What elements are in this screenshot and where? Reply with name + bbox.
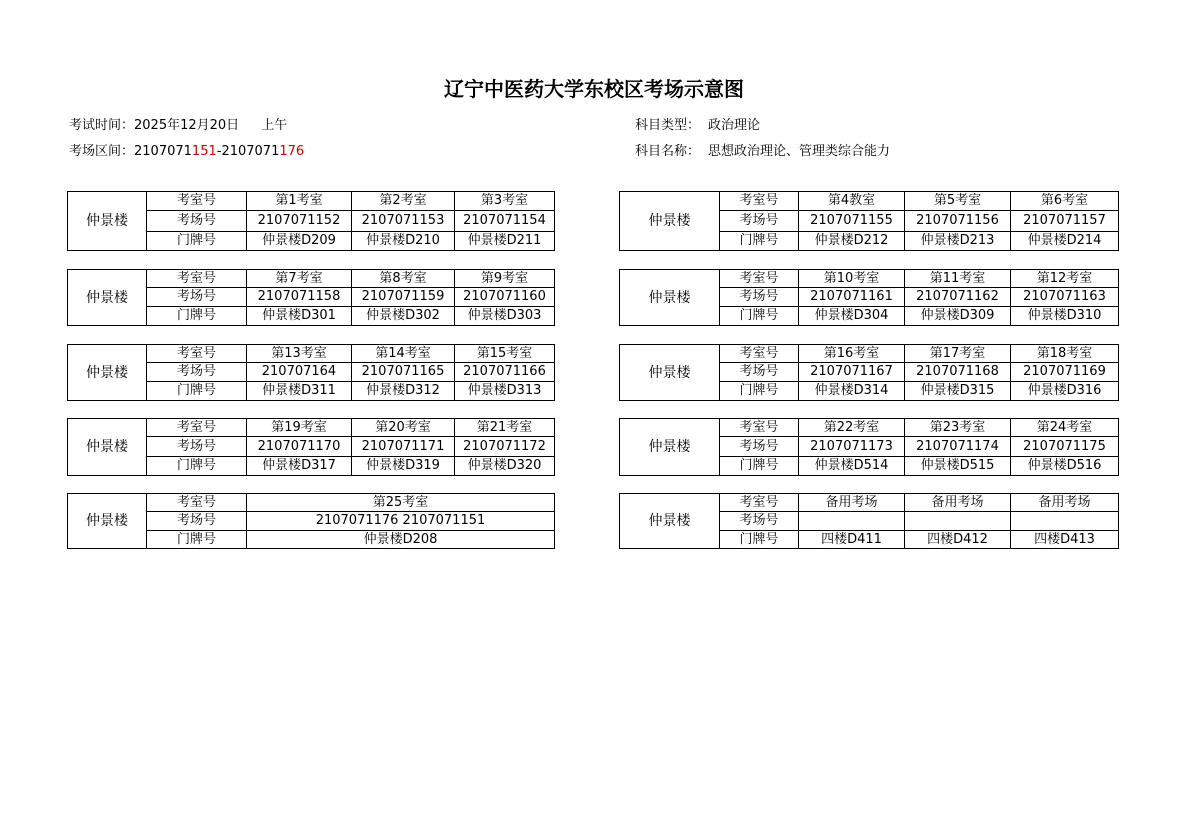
room-name: 第8考室 bbox=[352, 270, 455, 288]
range-dash: - bbox=[216, 144, 222, 159]
exam-id-row-label: 考场号 bbox=[720, 288, 799, 307]
room-name: 第23考室 bbox=[905, 419, 1011, 437]
exam-id: 210707164 bbox=[247, 363, 352, 382]
exam-id-row-label: 考场号 bbox=[720, 211, 799, 232]
room-name: 第19考室 bbox=[247, 419, 352, 437]
door-number: 仲景楼D310 bbox=[1011, 307, 1119, 326]
room-block-7 bbox=[67, 418, 555, 476]
door-number: 仲景楼D210 bbox=[352, 232, 455, 251]
exam-id: 2107071165 bbox=[352, 363, 455, 382]
door-number: 仲景楼D316 bbox=[1011, 382, 1119, 401]
room-name: 第12考室 bbox=[1011, 270, 1119, 288]
exam-id: 2107071163 bbox=[1011, 288, 1119, 307]
door-row-label: 门牌号 bbox=[720, 382, 799, 401]
door-number: 仲景楼D313 bbox=[455, 382, 555, 401]
exam-id-row-label: 考场号 bbox=[720, 363, 799, 382]
exam-id: 2107071153 bbox=[352, 211, 455, 232]
door-number: 仲景楼D209 bbox=[247, 232, 352, 251]
room-row-label: 考室号 bbox=[720, 270, 799, 288]
exam-id-row-label: 考场号 bbox=[147, 363, 247, 382]
room-name: 第3考室 bbox=[455, 192, 555, 211]
page-title: 辽宁中医药大学东校区考场示意图 bbox=[444, 77, 744, 101]
exam-id: 2107071160 bbox=[455, 288, 555, 307]
room-name: 第1考室 bbox=[247, 192, 352, 211]
door-number: 仲景楼D320 bbox=[455, 457, 555, 476]
door-row-label: 门牌号 bbox=[147, 232, 247, 251]
room-block-2 bbox=[619, 191, 1119, 251]
exam-id: 2107071158 bbox=[247, 288, 352, 307]
building-label: 仲景楼 bbox=[620, 419, 720, 476]
exam-id-row-label: 考场号 bbox=[147, 288, 247, 307]
building-label: 仲景楼 bbox=[620, 345, 720, 401]
room-row-label: 考室号 bbox=[147, 270, 247, 288]
room-name: 第17考室 bbox=[905, 345, 1011, 363]
exam-id: 2107071166 bbox=[455, 363, 555, 382]
room-name: 备用考场 bbox=[799, 494, 905, 512]
door-number: 仲景楼D314 bbox=[799, 382, 905, 401]
room-name: 第11考室 bbox=[905, 270, 1011, 288]
exam-id: 2107071152 bbox=[247, 211, 352, 232]
room-row-label: 考室号 bbox=[720, 192, 799, 211]
room-name: 第13考室 bbox=[247, 345, 352, 363]
room-row-label: 考室号 bbox=[720, 494, 799, 512]
exam-time-value: 2025年12月20日 bbox=[134, 118, 240, 133]
room-block-5 bbox=[67, 344, 555, 401]
range-end-prefix: 2107071 bbox=[221, 144, 280, 159]
door-number: 仲景楼D212 bbox=[799, 232, 905, 251]
exam-id bbox=[905, 512, 1011, 531]
door-number: 仲景楼D319 bbox=[352, 457, 455, 476]
exam-range-line bbox=[69, 144, 304, 160]
room-name: 第9考室 bbox=[455, 270, 555, 288]
exam-id-row-label: 考场号 bbox=[720, 437, 799, 457]
room-block-1 bbox=[67, 191, 555, 251]
room-block-6 bbox=[619, 344, 1119, 401]
door-number: 仲景楼D515 bbox=[905, 457, 1011, 476]
building-label: 仲景楼 bbox=[68, 419, 147, 476]
door-number: 仲景楼D309 bbox=[905, 307, 1011, 326]
building-label: 仲景楼 bbox=[620, 270, 720, 326]
exam-id: 2107071170 bbox=[247, 437, 352, 457]
building-label: 仲景楼 bbox=[620, 494, 720, 549]
room-name: 第5考室 bbox=[905, 192, 1011, 211]
exam-id: 2107071174 bbox=[905, 437, 1011, 457]
exam-id: 2107071156 bbox=[905, 211, 1011, 232]
door-row-label: 门牌号 bbox=[720, 457, 799, 476]
door-row-label: 门牌号 bbox=[147, 457, 247, 476]
subject-name-value: 思想政治理论、管理类综合能力 bbox=[708, 144, 891, 159]
exam-id-row-label: 考场号 bbox=[147, 512, 247, 531]
room-name: 第6考室 bbox=[1011, 192, 1119, 211]
door-number: 仲景楼D514 bbox=[799, 457, 905, 476]
exam-id: 2107071155 bbox=[799, 211, 905, 232]
exam-id bbox=[1011, 512, 1119, 531]
door-row-label: 门牌号 bbox=[720, 232, 799, 251]
room-name: 备用考场 bbox=[1011, 494, 1119, 512]
exam-id: 2107071169 bbox=[1011, 363, 1119, 382]
subject-type-line bbox=[635, 118, 760, 134]
door-number: 仲景楼D208 bbox=[247, 531, 555, 549]
door-row-label: 门牌号 bbox=[147, 531, 247, 549]
exam-id: 2107071161 bbox=[799, 288, 905, 307]
exam-id-row-label: 考场号 bbox=[720, 512, 799, 531]
exam-time-period: 上午 bbox=[261, 118, 288, 133]
range-start-suffix: 151 bbox=[191, 144, 217, 159]
room-row-label: 考室号 bbox=[147, 494, 247, 512]
door-number: 仲景楼D311 bbox=[247, 382, 352, 401]
exam-id: 2107071162 bbox=[905, 288, 1011, 307]
exam-id: 2107071171 bbox=[352, 437, 455, 457]
room-name: 第10考室 bbox=[799, 270, 905, 288]
room-block-10 bbox=[619, 493, 1119, 549]
building-label: 仲景楼 bbox=[620, 192, 720, 251]
door-number: 仲景楼D312 bbox=[352, 382, 455, 401]
room-name: 第22考室 bbox=[799, 419, 905, 437]
room-block-3 bbox=[67, 269, 555, 326]
room-name: 第15考室 bbox=[455, 345, 555, 363]
subject-type-label: 科目类型： bbox=[635, 118, 701, 133]
exam-time-line bbox=[69, 118, 287, 134]
subject-type-value: 政治理论 bbox=[708, 118, 761, 133]
building-label: 仲景楼 bbox=[68, 270, 147, 326]
room-name: 第16考室 bbox=[799, 345, 905, 363]
room-row-label: 考室号 bbox=[720, 419, 799, 437]
room-name: 备用考场 bbox=[905, 494, 1011, 512]
exam-time-label: 考试时间： bbox=[69, 118, 135, 133]
exam-id: 2107071176 2107071151 bbox=[247, 512, 555, 531]
exam-id: 2107071168 bbox=[905, 363, 1011, 382]
building-label: 仲景楼 bbox=[68, 192, 147, 251]
exam-id-row-label: 考场号 bbox=[147, 211, 247, 232]
door-number: 仲景楼D315 bbox=[905, 382, 1011, 401]
room-name: 第7考室 bbox=[247, 270, 352, 288]
door-number: 仲景楼D213 bbox=[905, 232, 1011, 251]
room-row-label: 考室号 bbox=[147, 419, 247, 437]
subject-name-label: 科目名称： bbox=[635, 144, 701, 159]
door-row-label: 门牌号 bbox=[720, 307, 799, 326]
room-row-label: 考室号 bbox=[147, 345, 247, 363]
range-start-prefix: 2107071 bbox=[134, 144, 192, 159]
door-number: 仲景楼D301 bbox=[247, 307, 352, 326]
door-number: 仲景楼D214 bbox=[1011, 232, 1119, 251]
door-row-label: 门牌号 bbox=[147, 307, 247, 326]
exam-id-row-label: 考场号 bbox=[147, 437, 247, 457]
exam-id bbox=[799, 512, 905, 531]
exam-id: 2107071172 bbox=[455, 437, 555, 457]
range-end-suffix: 176 bbox=[279, 144, 305, 159]
exam-id: 2107071175 bbox=[1011, 437, 1119, 457]
exam-id: 2107071154 bbox=[455, 211, 555, 232]
exam-id: 2107071157 bbox=[1011, 211, 1119, 232]
room-block-4 bbox=[619, 269, 1119, 326]
door-number: 仲景楼D516 bbox=[1011, 457, 1119, 476]
door-number: 仲景楼D302 bbox=[352, 307, 455, 326]
door-row-label: 门牌号 bbox=[147, 382, 247, 401]
room-block-9 bbox=[67, 493, 555, 549]
door-number: 四楼D413 bbox=[1011, 531, 1119, 549]
door-number: 仲景楼D304 bbox=[799, 307, 905, 326]
door-number: 四楼D412 bbox=[905, 531, 1011, 549]
room-row-label: 考室号 bbox=[147, 192, 247, 211]
room-name: 第2考室 bbox=[352, 192, 455, 211]
room-name: 第14考室 bbox=[352, 345, 455, 363]
room-name: 第25考室 bbox=[247, 494, 555, 512]
room-name: 第21考室 bbox=[455, 419, 555, 437]
building-label: 仲景楼 bbox=[68, 345, 147, 401]
building-label: 仲景楼 bbox=[68, 494, 147, 549]
room-name: 第4教室 bbox=[799, 192, 905, 211]
door-number: 仲景楼D317 bbox=[247, 457, 352, 476]
exam-range-label: 考场区间： bbox=[69, 144, 135, 159]
exam-id: 2107071173 bbox=[799, 437, 905, 457]
room-block-8 bbox=[619, 418, 1119, 476]
door-number: 四楼D411 bbox=[799, 531, 905, 549]
exam-id: 2107071159 bbox=[352, 288, 455, 307]
exam-id: 2107071167 bbox=[799, 363, 905, 382]
room-name: 第20考室 bbox=[352, 419, 455, 437]
door-row-label: 门牌号 bbox=[720, 531, 799, 549]
room-name: 第18考室 bbox=[1011, 345, 1119, 363]
room-name: 第24考室 bbox=[1011, 419, 1119, 437]
door-number: 仲景楼D211 bbox=[455, 232, 555, 251]
subject-name-line bbox=[635, 144, 890, 160]
room-row-label: 考室号 bbox=[720, 345, 799, 363]
door-number: 仲景楼D303 bbox=[455, 307, 555, 326]
